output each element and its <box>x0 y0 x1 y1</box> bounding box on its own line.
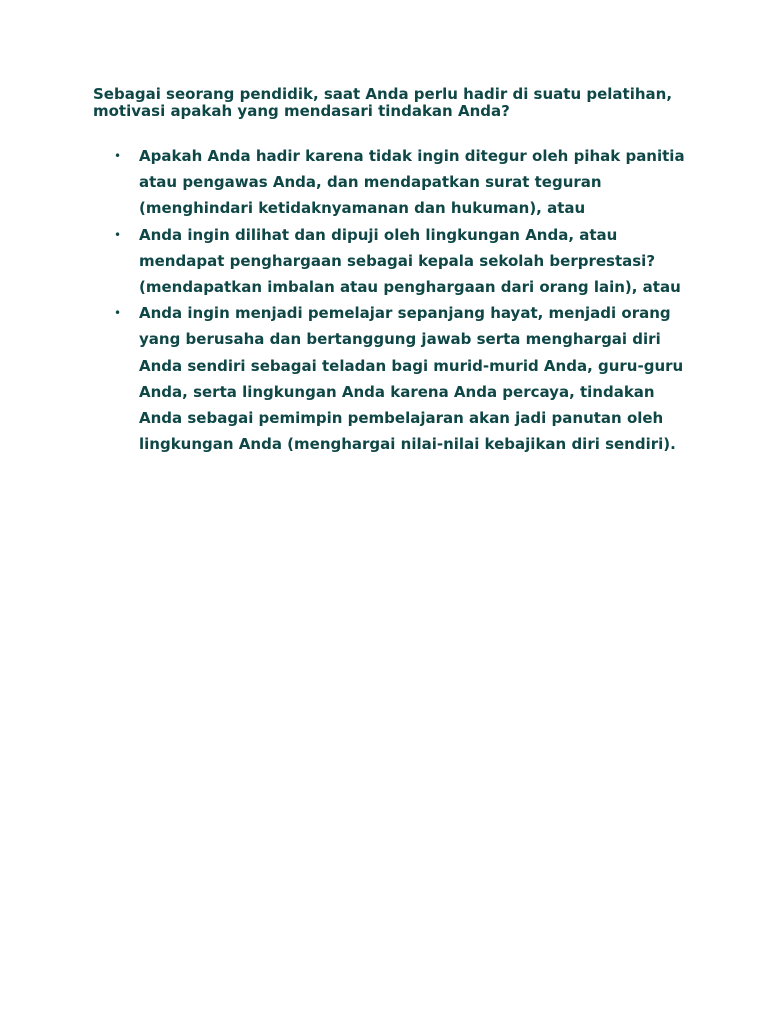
bullet-icon: • <box>114 306 122 321</box>
list-item-text: Anda ingin dilihat dan dipuji oleh lingkungan Anda, atau mendapat penghargaan sebagai kepala sekolah berprestasi? (mendapatkan imbalan atau penghargaan dari orang lain), atau <box>139 225 681 297</box>
bullet-icon: • <box>114 149 122 163</box>
list-item-text: Apakah Anda hadir karena tidak ingin ditegur oleh pihak panitia atau pengawas Anda, dan mendapatkan surat teguran (menghindari ketidaknyamanan dan hukuman), atau <box>139 147 685 218</box>
motivation-list <box>93 143 693 457</box>
list-item <box>93 300 693 457</box>
bullet-icon: • <box>114 227 122 242</box>
list-item <box>93 143 693 222</box>
list-item <box>93 222 693 301</box>
question-heading: Sebagai seorang pendidik, saat Anda perlu hadir di suatu pelatihan, motivasi apakah yang mendasari tindakan Anda? <box>93 85 673 120</box>
list-item-text: Anda ingin menjadi pemelajar sepanjang hayat, menjadi orang yang berusaha dan bertanggung jawab serta menghargai diri Anda sendiri sebagai teladan bagi murid-murid Anda, guru-guru Anda, serta lingkungan Anda karena Anda percaya, tindakan Anda sebagai pemimpin pembelajaran akan jadi panutan oleh lingkungan Anda (menghargai nilai-nilai kebajikan diri sendiri). <box>139 304 684 454</box>
